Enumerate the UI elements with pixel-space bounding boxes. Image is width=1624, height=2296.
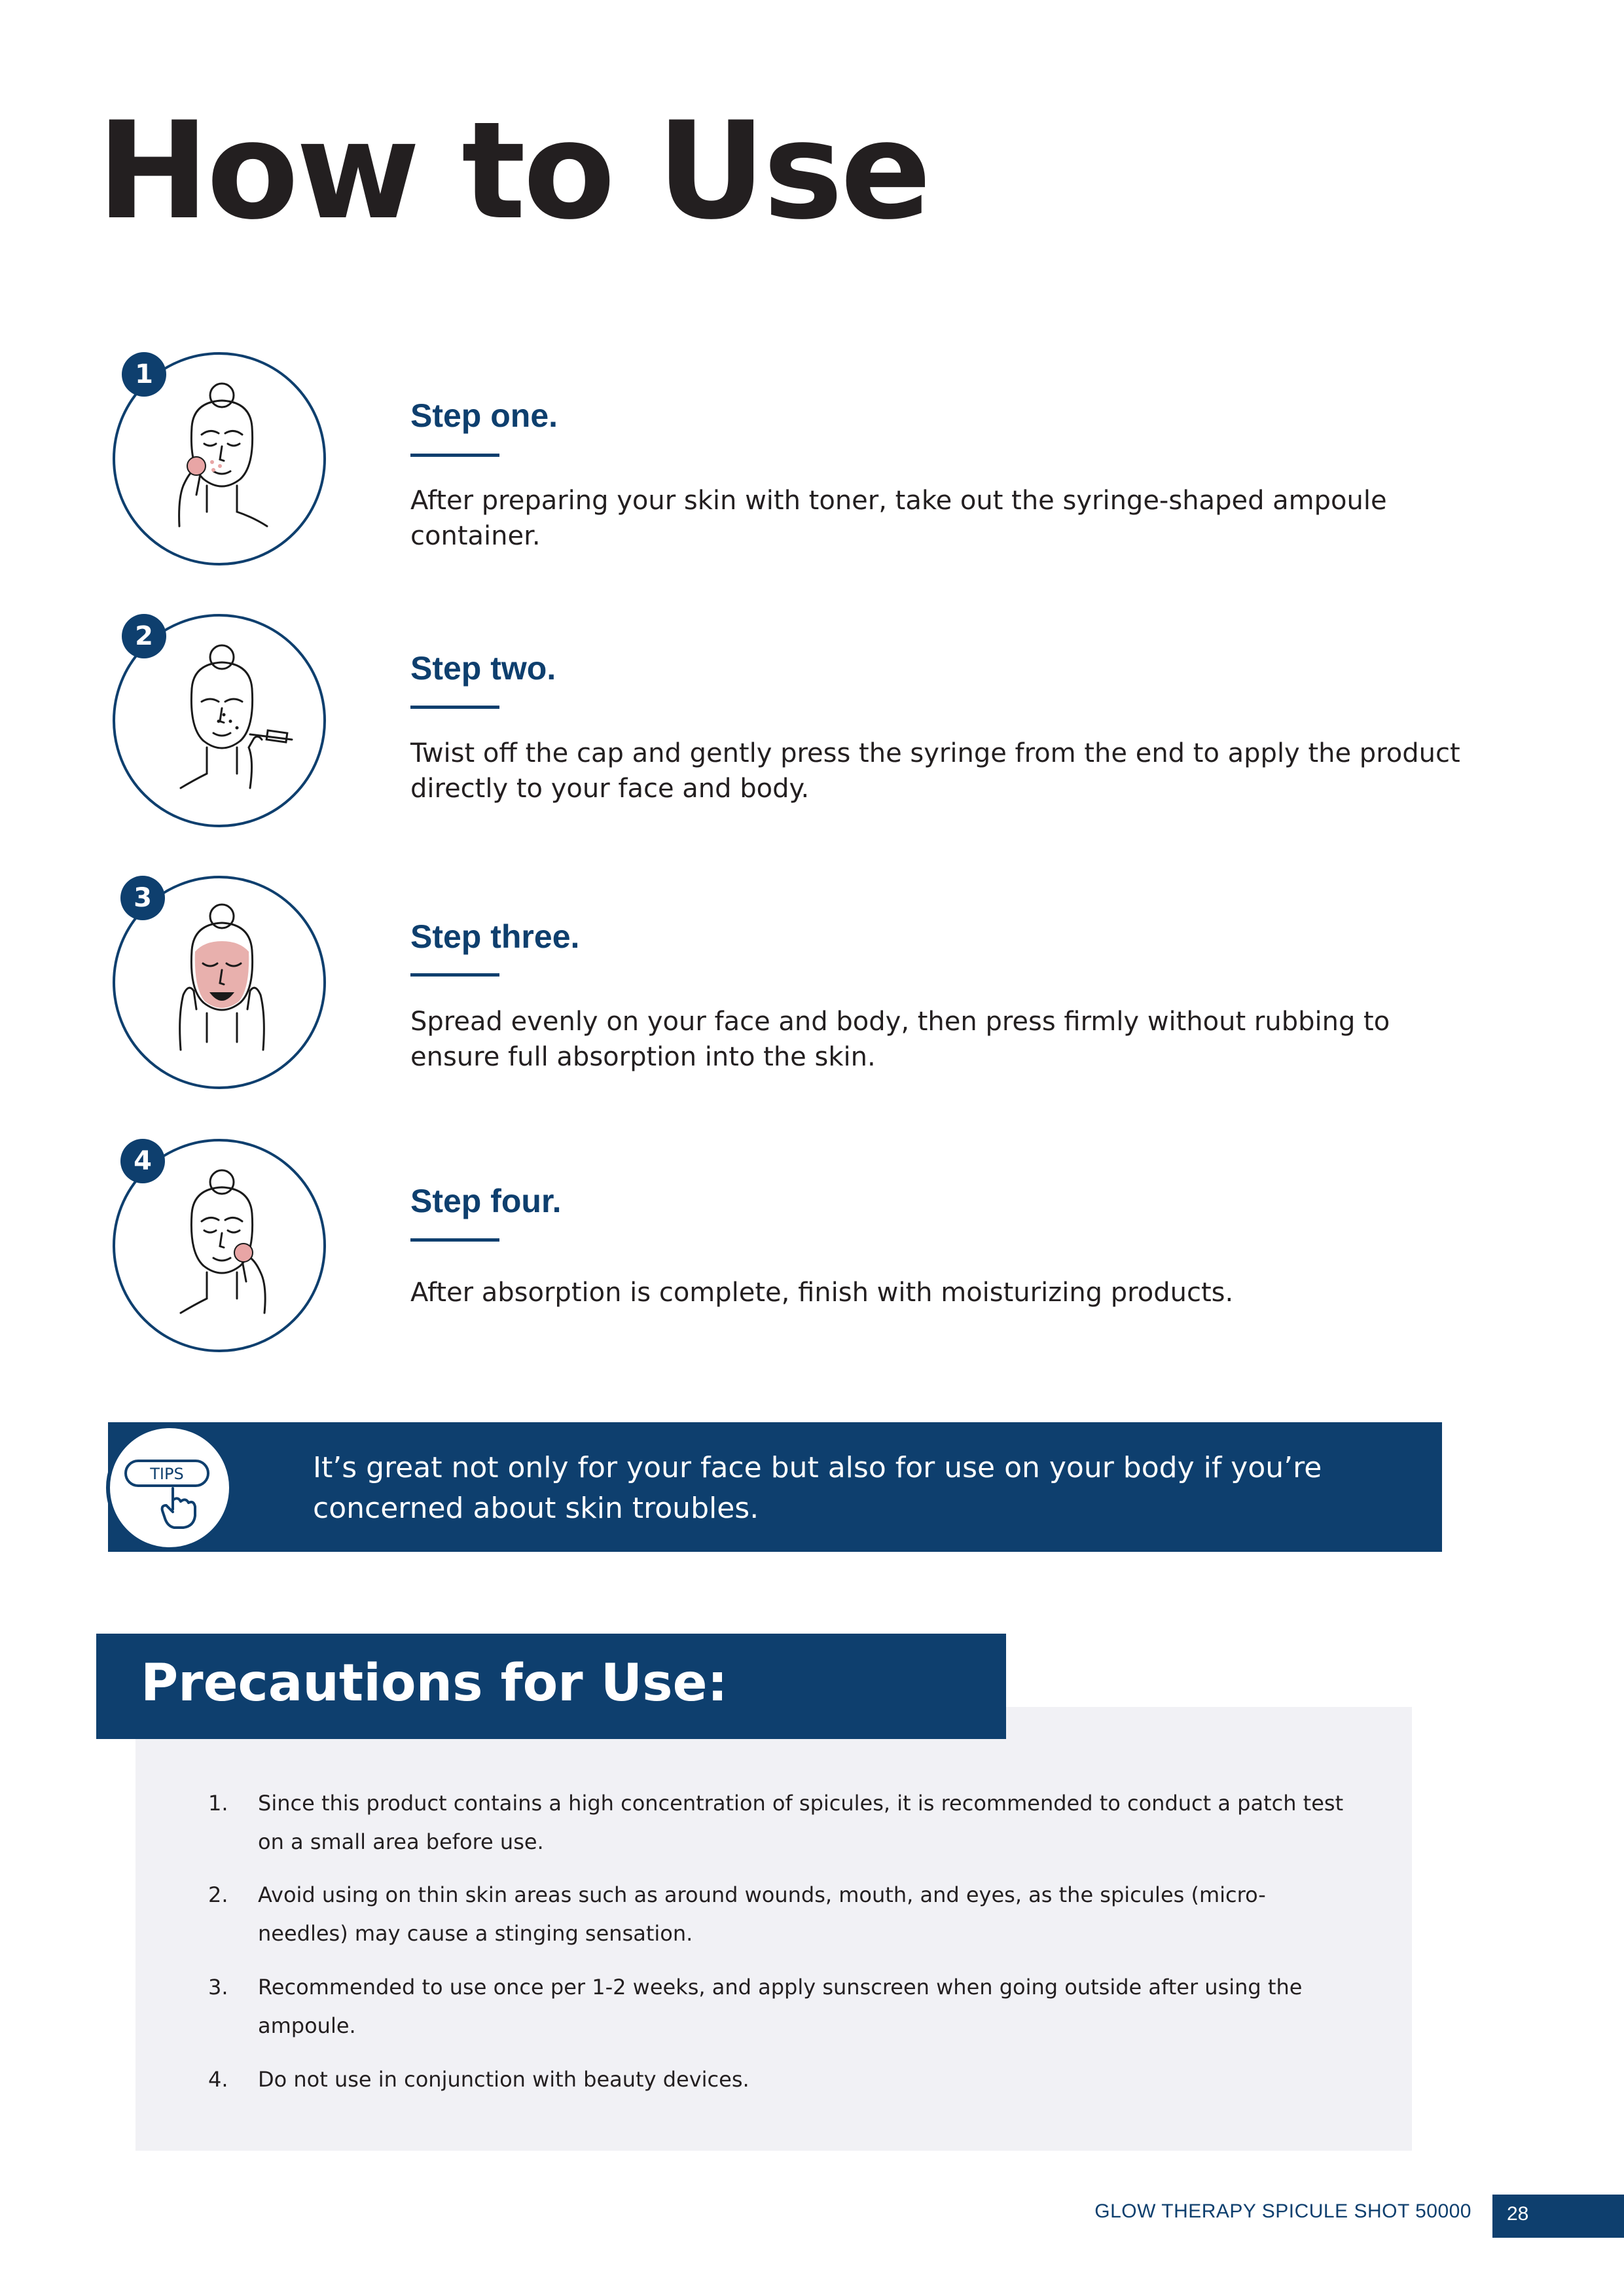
precaution-number: 3. [208, 1975, 228, 2000]
step-title: Step two. [410, 650, 556, 687]
tips-pointer-icon [110, 1428, 229, 1547]
step-1 [0, 352, 1624, 575]
precautions-title: Precautions for Use: [141, 1654, 728, 1713]
precaution-text: Do not use in conjunction with beauty devices. [258, 2067, 749, 2092]
step-divider [410, 706, 499, 709]
step-2 [0, 614, 1624, 836]
step-number-badge: 3 [120, 876, 165, 920]
page-title: How to Use [97, 94, 929, 249]
step-divider [410, 1238, 499, 1242]
precaution-text: Recommended to use once per 1-2 weeks, and apply sunscreen when going outside after using the ampoule. [258, 1975, 1303, 2038]
step-description: After preparing your skin with toner, take out the syringe-shaped ampoule container. [410, 486, 1387, 551]
step-number-badge: 4 [120, 1139, 165, 1183]
precaution-text: Since this product contains a high concentration of spicules, it is recommended to conduct a patch test on a small area before use. [258, 1791, 1344, 1854]
page-number: 28 [1507, 2203, 1529, 2225]
tips-badge-label: TIPS [150, 1465, 184, 1483]
precaution-number: 4. [208, 2067, 228, 2092]
footer-product-name: GLOW THERAPY SPICULE SHOT 50000 [1094, 2200, 1471, 2222]
step-title: Step one. [410, 397, 558, 434]
step-description: Spread evenly on your face and body, then press firmly without rubbing to ensure full absorption into the skin. [410, 1007, 1390, 1072]
step-divider [410, 973, 499, 977]
step-number-badge: 1 [122, 352, 166, 397]
precaution-number: 2. [208, 1882, 228, 1907]
step-description: Twist off the cap and gently press the syringe from the end to apply the product directly to your face and body. [410, 738, 1460, 804]
step-description: After absorption is complete, finish with moisturizing products. [410, 1278, 1234, 1308]
precaution-number: 1. [208, 1791, 228, 1816]
precaution-text: Avoid using on thin skin areas such as around wounds, mouth, and eyes, as the spicules (micro-needles) may cause a stinging sensation. [258, 1882, 1266, 1946]
step-3 [0, 876, 1624, 1098]
tips-text: It’s great not only for your face but also for use on your body if you’re concerned about skin troubles. [313, 1451, 1322, 1525]
step-title: Step three. [410, 918, 580, 955]
tips-badge [106, 1424, 233, 1551]
step-divider [410, 454, 499, 457]
step-title: Step four. [410, 1183, 562, 1219]
step-number-badge: 2 [122, 614, 166, 658]
step-4 [0, 1139, 1624, 1361]
